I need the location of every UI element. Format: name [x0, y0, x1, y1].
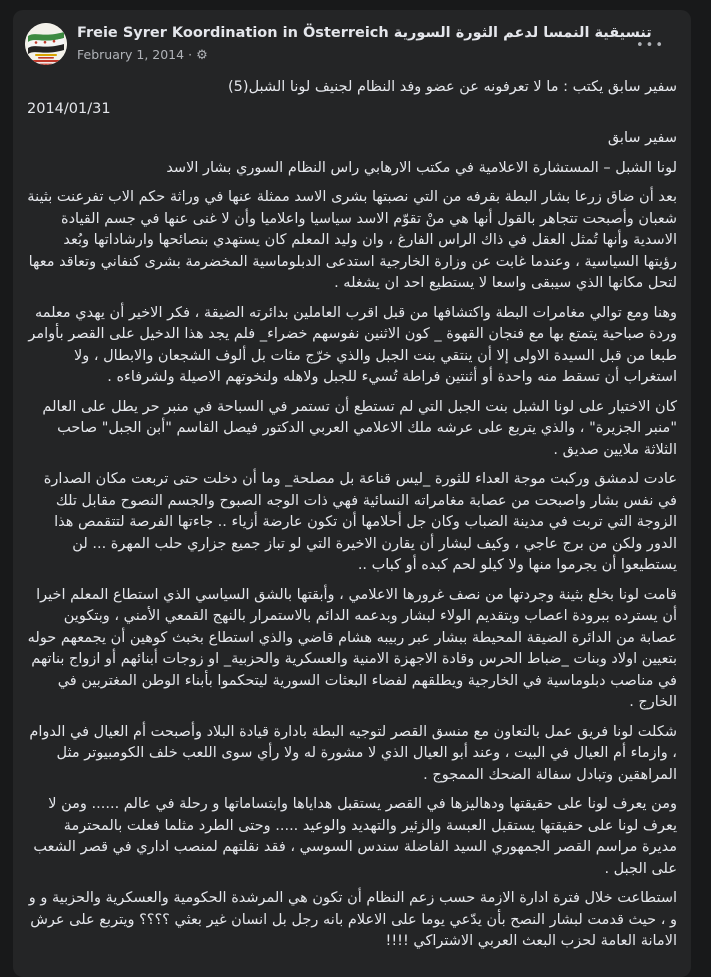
gear-icon: ⚙	[196, 47, 208, 63]
post-paragraph: 2014/01/31	[27, 100, 111, 117]
post-paragraph: عادت لدمشق وركبت موجة العداء للثورة _ليس قناعة بل مصلحة_ وما أن دخلت حتى تربعت مكان الصدارة في نفس بشار واصبحت من عصابة مغامراته النسائية فهي ذات الوجه الصبوح والجسم النصوح مقابل تلك الزوجة التي تربت في مدينة الضباب وكان جل أحلامها أن تكون عارضة أزياء .. جاءتها الفرصة لتتقمص هذا الدور ولكن من برج عاجي ، وكيف لبشار أن يقارن الاخيرة التي لو تباز جميع جزاري حلب المهرة ... لن يستطيعوا أن يجرموا منها ولا كيلو لحم كبده أو كباب ..	[43, 471, 677, 573]
post-paragraph: سفير سابق يكتب : ما لا تعرفونه عن عضو وفد النظام لجنيف لونا الشبل(5)	[228, 79, 677, 95]
post-text	[13, 67, 691, 977]
page-logo-icon	[25, 23, 67, 65]
post-paragraph: شكلت لونا فريق عمل بالتعاون مع منسق القصر لتوجيه البطة بادارة قيادة البلاد وأصبحت أم العيال في الدوام ، وازماء أم العيال في البيت ، وعند أبو العيال الذي لا مشورة له ولا رأي سوى اللعب خلف الكومبيوتر مثل المراهقين وتبادل سفالة الضحك الممجوج .	[29, 723, 677, 783]
page-name-link[interactable]	[77, 24, 675, 43]
post-header-text	[77, 23, 675, 63]
page-name-arabic: تنسيقية النمسا لدعم الثورة السورية	[393, 25, 652, 41]
page-avatar[interactable]	[25, 23, 67, 65]
post-card	[13, 10, 691, 977]
post-header	[13, 10, 691, 67]
post-timestamp[interactable]: February 1, 2014	[77, 47, 185, 62]
dot-separator: ·	[188, 47, 193, 62]
post-paragraph: سفير سابق	[607, 130, 677, 146]
post-paragraph: كان الاختيار على لونا الشبل بنت الجبل التي لم تستطع أن تستمر في السباحة في منبر حر يطل على العالم "منبر الجزيرة" ، والذي يتربع على عرشه ملك الاعلامي العربي الدكتور فيصل القاسم "أبن الجبل" صاحب الثلاثة ملايين صديق .	[42, 398, 677, 458]
post-paragraph: قامت لونا بخلع بثينة وجردتها من نصف غرورها الاعلامي ، وأبقتها بالشق السياسي الذي استطاع المعلم اخيرا أن يسترده ببرودة اعصاب وبتقديم الولاء لبشار وبدعمه الدائم بالاستمرار بالنهج القمعي الأمني ، وبتكوين عصابة من الدائرة الضيقة المحيطة ببشار عبر ربيبه هشام قاضي والذي استطاع بخبث كوهين أن يجمعهم حوله بتعيين اولاد وبنات _ضباط الحرس وقادة الاجهزة الامنية والعسكرية والحزبية_ او زوجات أبنائهم أو ازواج بناتهم في مناصب دبلوماسية في الخارجية ويطلقهم لفضاء البعثات السورية ليتحكموا بأبناء الوطن المغتربين في الخارج .	[27, 586, 677, 710]
post-paragraph: بعد أن ضاق زرعا بشار البطة بقرفه من التي نصبتها بشرى الاسد ممثلة عنها في وراثة حكم الاب تفرعنت بثينة شعبان وأصبحت تتجاهر بالقول أنها هي منْ تقوّم الاسد سياسيا واعلاميا وأن لا غنى عنها في جسم القيادة الاسدية وأنها تُمثل العقل في ذاك الراس الفارغ ، وان وليد المعلم كان يستهدي بنصائحها وارشاداتها وبُعد رؤيتها السياسية ، وعندما غابت عن وزارة الخارجية استدعى الدبلوماسية المخضرمة بشرى كنفاني وتعاقد معها لتحل مكانها الذي سيبقى واسعا لا يستطيع احد ان يشغله .	[27, 189, 677, 291]
ellipsis-icon: •••	[635, 38, 665, 53]
post-meta-row	[77, 47, 675, 63]
post-paragraph: استطاعت خلال فترة ادارة الازمة حسب زعم النظام أن تكون هي المرشدة الحكومية والعسكرية والحزبية و و و ، حيث قدمت لبشار النصح بأن يدّعي يوما على الاعلام بانه رجل بل انسان غير بعثي ؟؟؟؟ ويتربع على عرش الامانة العامة لحزب البعث العربي الاشتراكي !!!!	[28, 890, 677, 949]
more-options-button[interactable]	[630, 34, 671, 57]
post-paragraph: ومن يعرف لونا على حقيقتها ودهاليزها في القصر يستقبل هداياها وابتساماتها و رحلة في عالم ...... ومن لا يعرف لونا على حقيقتها يستقبل العبسة والزئير والتهديد والوعيد ..... وحتى الطرد مثلما فعلت بالمحترمة مديرة مراسم القصر الجمهوري السيد الفاضلة سندس السوسي ، فقد نقلتهم لمنصب اداري في قصر الشعب على الجبل .	[33, 796, 677, 877]
page-name-latin: Freie Syrer Koordination in Österreich	[77, 25, 389, 41]
post-paragraph: وهنا ومع توالي مغامرات البطة واكتشافها من قبل اقرب العاملين بدائرته الضيقة ، فكر الاخير أن يهدي معلمه وردة صباحية يتمتع بها مع فنجان القهوة _ كون الاثنين نفوسهم خضراء_ فلم يجد هذا الدخيل على القصر بأوامر طبعا من قبل السيدة الاولى إلا أن ينتقي بنت الجبل والذي خرّج مئات بل ألوف الشجعان والابطال ، ولا استغراب أن تسقط منه واحدة أو أثنتين فراطة تُسيء للجبل ولاهله ولنخوتهم الاصيلة ولشرفاءه .	[28, 304, 677, 385]
post-paragraph: لونا الشبل – المستشارة الاعلامية في مكتب الارهابي راس النظام السوري بشار الاسد	[166, 159, 677, 176]
